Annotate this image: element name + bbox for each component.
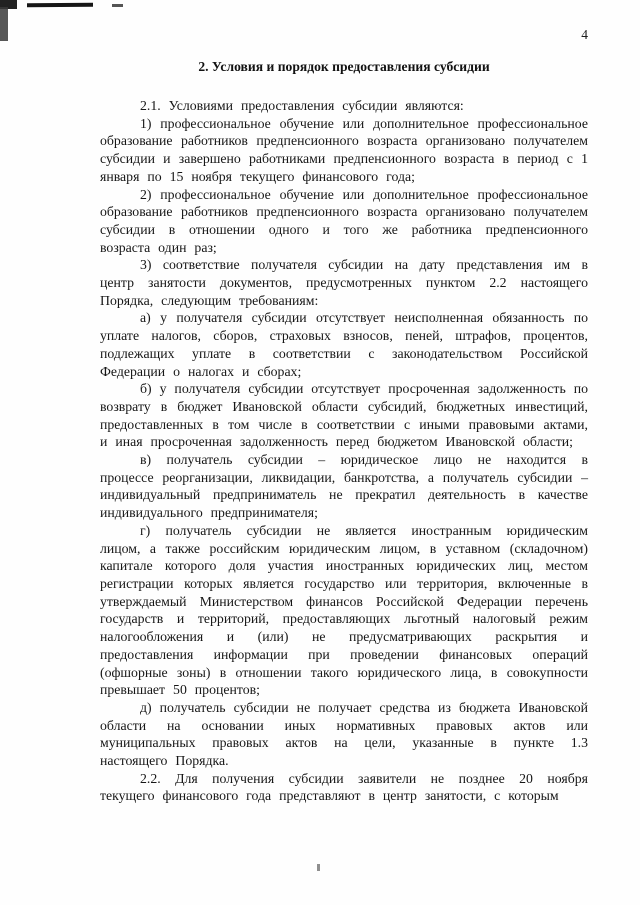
section-heading: 2. Условия и порядок предоставления субсидии (198, 59, 490, 74)
scan-artifact-bottom-tick (317, 864, 320, 871)
paragraph: 2.2. Для получения субсидии заявители не позднее 20 ноября текущего финансового года представляют в центр занятости, с которым (100, 770, 588, 804)
paragraph: б) у получателя субсидии отсутствует просроченная задолженность по возврату в бюджет Ивановской области субсидий, бюджетных инвестиций, предоставленных в том числе в соответствии с иными правовыми актами, и иная просроченная задолженность перед бюджетом Ивановской области; (100, 381, 588, 450)
scan-artifact-top-line (27, 3, 93, 7)
scan-artifact-top-dash (112, 4, 123, 7)
document-body (100, 97, 588, 805)
paragraph: 1) профессиональное обучение или дополнительное профессиональное образование работников предпенсионного возраста организовано получателем субсидии и завершено работниками предпенсионного возраста в период с 1 января по 15 ноября текущего финансового года; (100, 115, 588, 184)
scan-artifact-corner-side (0, 7, 8, 41)
paragraph: а) у получателя субсидии отсутствует неисполненная обязанность по уплате налогов, сборов, страховых взносов, пеней, штрафов, процентов, подлежащих уплате в соответствии с законодательством Российской Федерации о налогах и сборах; (100, 310, 588, 379)
page-number: 4 (581, 27, 588, 42)
paragraph: 2) профессиональное обучение или дополнительное профессиональное образование работников предпенсионного возраста организовано получателем субсидии в отношении одного и того же работника предпенсионного возраста один раз; (100, 186, 588, 255)
paragraph: д) получатель субсидии не получает средства из бюджета Ивановской области на основании иных нормативных правовых актов или муниципальных правовых актов на цели, указанные в пункте 1.3 настоящего Порядка. (100, 699, 588, 769)
paragraph: 2.1. Условиями предоставления субсидии являются: (140, 98, 464, 113)
paragraph: 3) соответствие получателя субсидии на дату представления им в центр занятости документов, предусмотренных пунктом 2.2 настоящего Порядка, следующим требованиям: (100, 257, 588, 308)
paragraph: г) получатель субсидии не является иностранным юридическим лицом, а также российским юридическим лицом, в уставном (складочном) капитале которого доля участия иностранных юридических лиц, местом регистрации которых является государство или территория, включенные в утверждаемый Министерством финансов Российской Федерации перечень государств и территорий, предоставляющих льготный налоговый режим налогообложения и (или) не предусматривающих раскрытия и предоставления информации при проведении финансовых операций (офшорные зоны) в отношении такого юридического лица, в совокупности превышает 50 процентов; (100, 522, 588, 698)
paragraph: в) получатель субсидии – юридическое лицо не находится в процессе реорганизации, ликвидации, банкротства, а получатель субсидии – индивидуальный предприниматель не прекратил деятельность в качестве индивидуального предпринимателя; (100, 452, 588, 521)
